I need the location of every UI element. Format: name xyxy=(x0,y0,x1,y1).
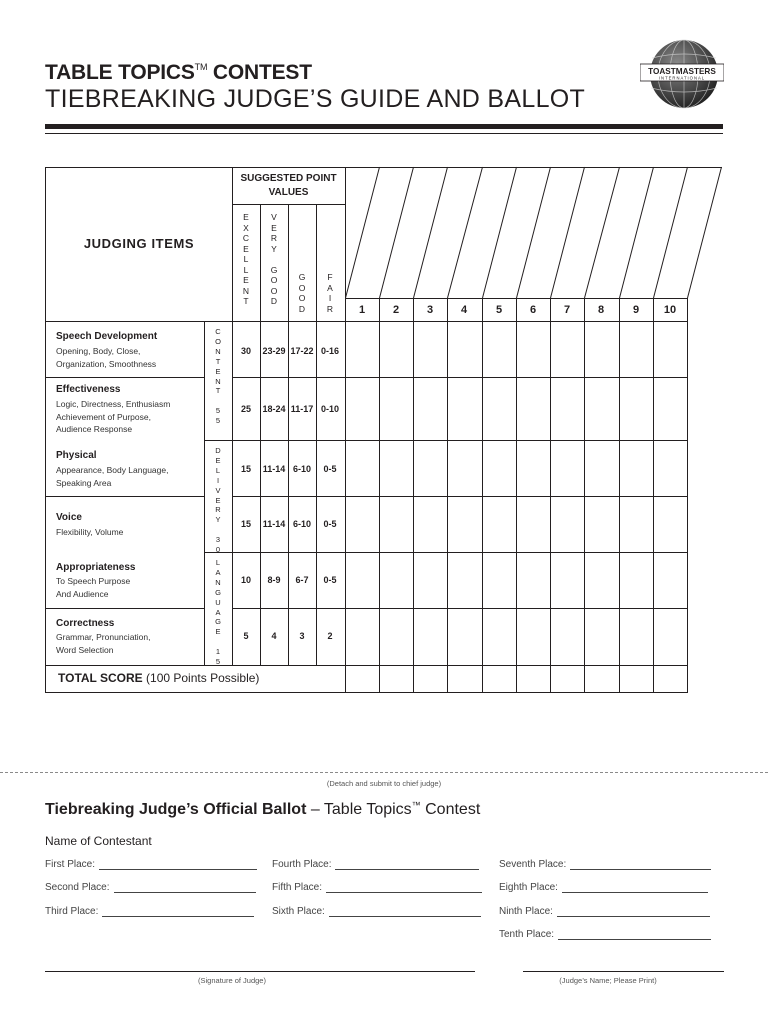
item-title-speech-development: Speech Development xyxy=(56,331,158,342)
contestant-column-6: 6 xyxy=(529,304,537,316)
second-place-field[interactable] xyxy=(45,882,256,893)
points-good: 3 xyxy=(299,631,305,641)
points-fair: 0-16 xyxy=(320,346,339,356)
fifth-place-field[interactable] xyxy=(272,882,482,893)
total-score-label xyxy=(58,671,259,685)
fourth-place-label: Fourth Place: xyxy=(272,859,332,870)
detach-cut-line xyxy=(0,772,768,773)
contestant-column-5: 5 xyxy=(495,304,503,316)
rating-header-fair: F A I R xyxy=(326,272,334,314)
suggested-points-header-line1: SUGGESTED POINT xyxy=(240,173,337,184)
third-place-field[interactable] xyxy=(45,906,254,917)
points-fair: 0-5 xyxy=(323,575,337,585)
rating-header-very-good: V E R Y G O O D xyxy=(270,212,278,306)
points-good: 11-17 xyxy=(290,404,314,414)
judging-items-header: JUDGING ITEMS xyxy=(83,236,195,251)
logo-wordmark: TOASTMASTERS xyxy=(648,67,716,76)
item-desc-voice: Flexibility, Volume xyxy=(56,527,124,537)
toastmasters-logo xyxy=(640,38,724,110)
contestant-column-10: 10 xyxy=(663,304,677,316)
trademark-mark: TM xyxy=(194,62,208,72)
suggested-points-header xyxy=(232,172,345,200)
points-very-good: 18-24 xyxy=(262,404,286,414)
points-very-good: 11-14 xyxy=(262,464,286,474)
item-title-appropriateness: Appropriateness xyxy=(56,562,136,573)
first-place-field[interactable] xyxy=(45,859,257,870)
tenth-place-label: Tenth Place: xyxy=(499,929,555,940)
ballot-title-end: Contest xyxy=(420,801,481,818)
item-title-effectiveness: Effectiveness xyxy=(56,384,121,395)
sixth-place-field[interactable] xyxy=(272,906,481,917)
first-place-label: First Place: xyxy=(45,859,96,870)
points-fair: 2 xyxy=(327,631,333,641)
third-place-label: Third Place: xyxy=(45,906,99,917)
item-title-voice: Voice xyxy=(56,512,82,523)
ninth-place-field[interactable] xyxy=(499,906,710,917)
points-good: 17-22 xyxy=(290,346,314,356)
guide-title: TIEBREAKING JUDGE’S GUIDE AND BALLOT xyxy=(45,85,586,113)
contestant-name-label: Name of Contestant xyxy=(45,834,152,848)
contest-title-text: TABLE TOPICS xyxy=(45,61,195,84)
ballot-title xyxy=(45,800,480,819)
eighth-place-field[interactable] xyxy=(499,882,708,893)
fourth-place-line[interactable] xyxy=(335,859,479,870)
seventh-place-field[interactable] xyxy=(499,859,711,870)
points-good: 6-10 xyxy=(292,464,311,474)
rating-header-excellent: E X C E L L E N T xyxy=(242,212,250,306)
contest-title xyxy=(45,61,312,85)
first-place-line[interactable] xyxy=(99,859,257,870)
item-title-correctness: Correctness xyxy=(56,618,115,629)
points-fair: 0-5 xyxy=(323,464,337,474)
sixth-place-line[interactable] xyxy=(329,906,481,917)
fourth-place-field[interactable] xyxy=(272,859,479,870)
judge-signature-line[interactable] xyxy=(45,971,475,972)
points-very-good: 11-14 xyxy=(262,519,286,529)
eighth-place-line[interactable] xyxy=(562,882,708,893)
contestant-column-3: 3 xyxy=(426,304,434,316)
contestant-column-4: 4 xyxy=(460,304,468,316)
section-label-content: C O N T E N T 5 5 xyxy=(215,327,221,426)
points-fair: 0-10 xyxy=(320,404,339,414)
judge-name-line[interactable] xyxy=(523,971,724,972)
logo-subtext: INTERNATIONAL xyxy=(658,75,706,81)
ballot-title-rest: – Table Topics xyxy=(306,801,412,818)
rating-header-good: G O O D xyxy=(298,272,306,314)
points-excellent: 15 xyxy=(240,464,251,474)
suggested-points-header-line2: VALUES xyxy=(268,187,309,198)
points-excellent: 30 xyxy=(240,346,251,356)
detach-note: (Detach and submit to chief judge) xyxy=(326,779,442,788)
eighth-place-label: Eighth Place: xyxy=(499,882,558,893)
points-very-good: 8-9 xyxy=(267,575,281,585)
ninth-place-line[interactable] xyxy=(557,906,710,917)
header-rule-thin xyxy=(45,133,723,134)
second-place-line[interactable] xyxy=(114,882,256,893)
points-excellent: 25 xyxy=(240,404,251,414)
contestant-column-8: 8 xyxy=(597,304,605,316)
contest-title-suffix: CONTEST xyxy=(207,61,312,84)
item-desc-correctness: Grammar, Pronunciation, Word Selection xyxy=(56,632,151,655)
total-score-note: (100 Points Possible) xyxy=(146,671,260,685)
fifth-place-line[interactable] xyxy=(326,882,482,893)
second-place-label: Second Place: xyxy=(45,882,110,893)
item-desc-speech-development: Opening, Body, Close, Organization, Smoothness xyxy=(56,346,157,369)
ballot-title-bold: Tiebreaking Judge’s Official Ballot xyxy=(45,801,307,818)
header-rule xyxy=(45,124,723,129)
ballot-title-trademark: ™ xyxy=(411,800,421,810)
contestant-column-9: 9 xyxy=(632,304,640,316)
section-label-language: L A N G U A G E 1 5 xyxy=(215,558,221,667)
total-score-title: TOTAL SCORE xyxy=(58,671,143,685)
points-excellent: 15 xyxy=(240,519,251,529)
points-excellent: 5 xyxy=(243,631,249,641)
points-very-good: 4 xyxy=(271,631,277,641)
contestant-column-1: 1 xyxy=(358,304,366,316)
fifth-place-label: Fifth Place: xyxy=(272,882,323,893)
tenth-place-field[interactable] xyxy=(499,929,711,940)
judge-signature-caption: (Signature of Judge) xyxy=(198,976,266,985)
points-fair: 0-5 xyxy=(323,519,337,529)
sixth-place-label: Sixth Place: xyxy=(272,906,325,917)
seventh-place-line[interactable] xyxy=(570,859,711,870)
item-desc-physical: Appearance, Body Language, Speaking Area xyxy=(56,465,169,488)
judge-name-caption: (Judge’s Name; Please Print) xyxy=(559,976,657,985)
contestant-column-7: 7 xyxy=(563,304,571,316)
contestant-column-2: 2 xyxy=(392,304,400,316)
third-place-line[interactable] xyxy=(102,906,254,917)
item-desc-appropriateness: To Speech Purpose And Audience xyxy=(56,576,131,599)
points-excellent: 10 xyxy=(240,575,251,585)
points-very-good: 23-29 xyxy=(262,346,286,356)
ninth-place-label: Ninth Place: xyxy=(499,906,553,917)
seventh-place-label: Seventh Place: xyxy=(499,859,567,870)
tenth-place-line[interactable] xyxy=(558,929,711,940)
points-good: 6-7 xyxy=(295,575,309,585)
section-label-delivery: D E L I V E R Y 3 0 xyxy=(215,446,221,555)
item-title-physical: Physical xyxy=(56,450,97,461)
item-desc-effectiveness: Logic, Directness, Enthusiasm Achievement of Purpose, Audience Response xyxy=(56,399,171,434)
points-good: 6-10 xyxy=(292,519,311,529)
